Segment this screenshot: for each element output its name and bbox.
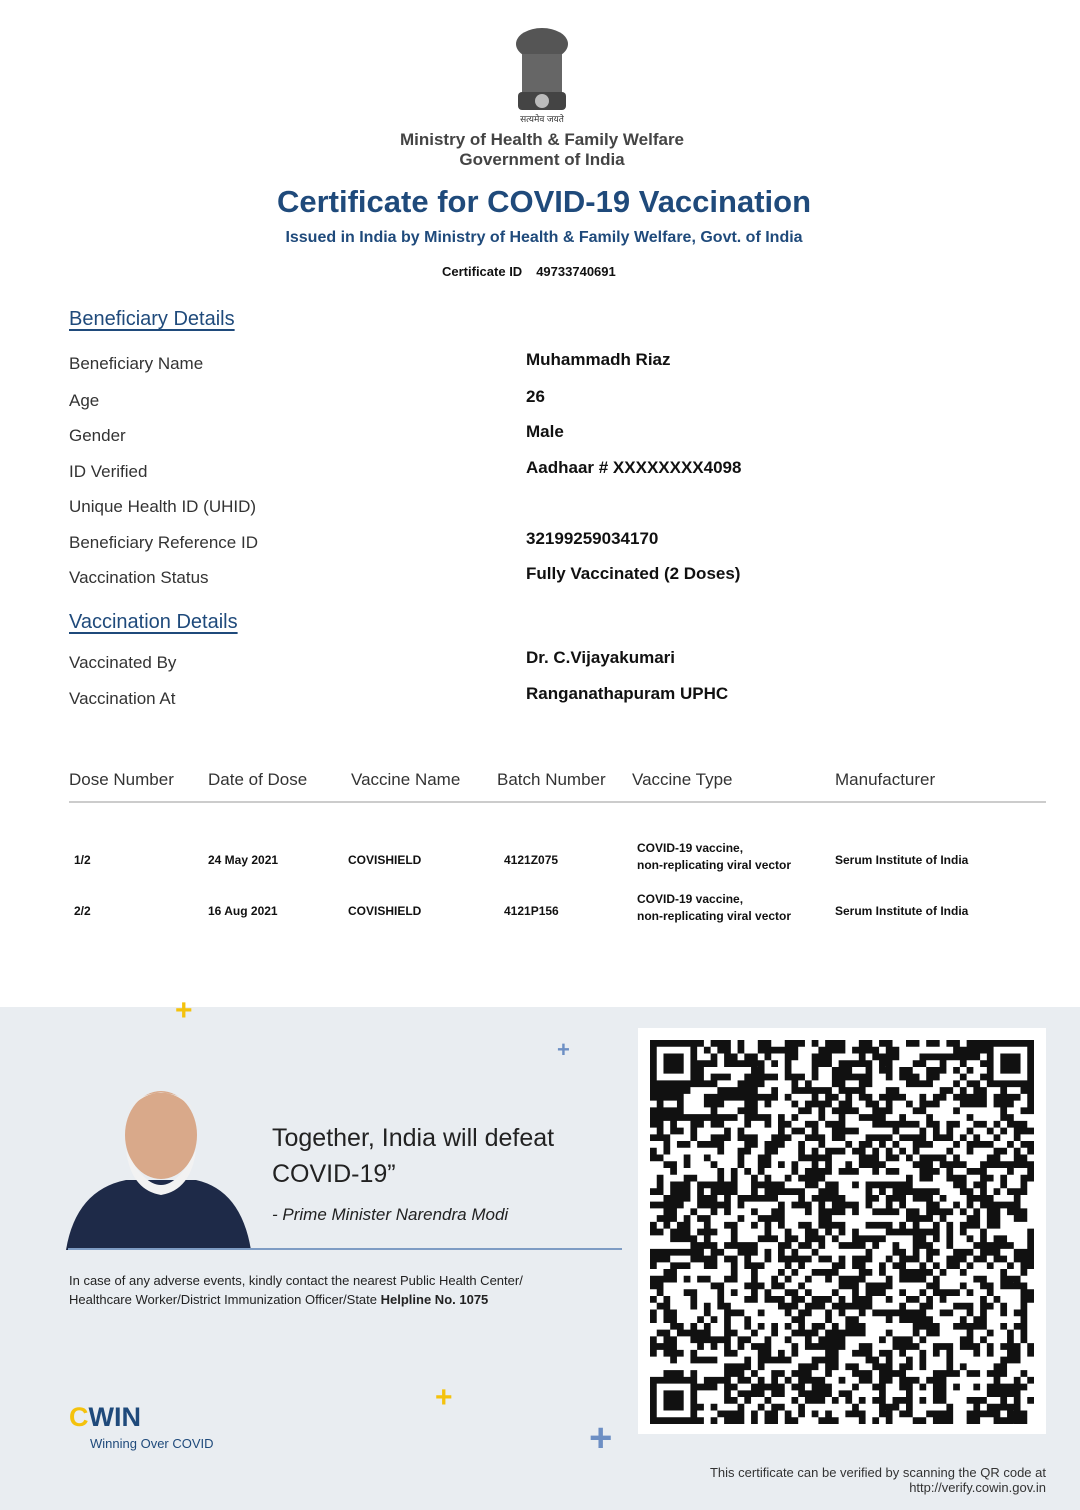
field-value: Fully Vaccinated (2 Doses) [526,564,741,583]
field-value: Male [526,422,564,441]
certificate-id: Certificate ID 49733740691 [442,264,616,279]
col-manufacturer: Manufacturer [835,770,936,789]
quote-attribution: - Prime Minister Narendra Modi [272,1205,509,1224]
cowin-logo: CWIN [69,1402,141,1432]
divider [68,1248,622,1250]
adverse-events-note: In case of any adverse events, kindly contact the nearest Public Health Center/ Healthcare Worker/District Immunization Officer/State Helpline No. 1075 [69,1273,523,1307]
table-cell: COVID-19 vaccine, non-replicating viral vector [637,841,792,872]
divider [69,801,1046,803]
field-value: Muhammadh Riaz [526,350,671,369]
page-title: Certificate for COVID-19 Vaccination [276,184,812,219]
field-label: Vaccination Status [69,568,209,587]
col-dose-number: Dose Number [69,770,174,789]
beneficiary-details-heading: Beneficiary Details [69,308,235,330]
field-label: ID Verified [69,462,148,481]
table-cell: 4121Z075 [504,853,559,867]
field-label: Unique Health ID (UHID) [69,497,257,516]
col-type: Vaccine Type [632,770,733,789]
field-value: 32199259034170 [526,529,659,548]
col-batch: Batch Number [497,770,606,789]
field-value: Aadhaar # XXXXXXXX4098 [526,458,742,477]
field-label: Gender [69,426,126,445]
field-label: Beneficiary Reference ID [69,533,258,552]
motto: सत्यमेव जयते [520,114,564,124]
table-cell: 2/2 [74,904,91,918]
table-cell: 24 May 2021 [208,853,279,867]
cowin-tagline: Winning Over COVID [90,1436,214,1451]
field-value: Dr. C.Vijayakumari [526,648,675,667]
field-label: Vaccination At [69,689,176,708]
plus-icon: + [435,1381,453,1414]
field-value: Ranganathapuram UPHC [526,684,729,703]
quote: Together, India will defeat COVID-19” [272,1124,555,1188]
field-value: 26 [526,387,545,406]
table-cell: COVID-19 vaccine, non-replicating viral vector [637,892,792,923]
vaccination-details-heading: Vaccination Details [69,611,238,633]
qr-code[interactable] [638,1028,1046,1434]
plus-icon: + [175,994,193,1027]
field-label: Vaccinated By [69,653,177,672]
subtitle: Issued in India by Ministry of Health & Family Welfare, Govt. of India [285,229,803,246]
table-cell: Serum Institute of India [835,853,969,867]
table-cell: 16 Aug 2021 [208,904,278,918]
verify-note: This certificate can be verified by scanning the QR code at http://verify.cowin.gov.in [709,1465,1046,1495]
national-emblem-icon [510,24,574,122]
table-cell: COVISHIELD [348,853,422,867]
plus-icon: + [589,1416,613,1460]
prime-minister-photo [66,1080,256,1250]
col-vaccine-name: Vaccine Name [351,770,461,789]
plus-icon: + [557,1037,570,1062]
field-label: Beneficiary Name [69,354,204,373]
field-label: Age [69,391,100,410]
table-cell: 1/2 [74,853,91,867]
table-cell: Serum Institute of India [835,904,969,918]
table-cell: COVISHIELD [348,904,422,918]
table-cell: 4121P156 [504,904,559,918]
col-date: Date of Dose [208,770,308,789]
ministry-name: Ministry of Health & Family Welfare Government of India [399,130,685,169]
